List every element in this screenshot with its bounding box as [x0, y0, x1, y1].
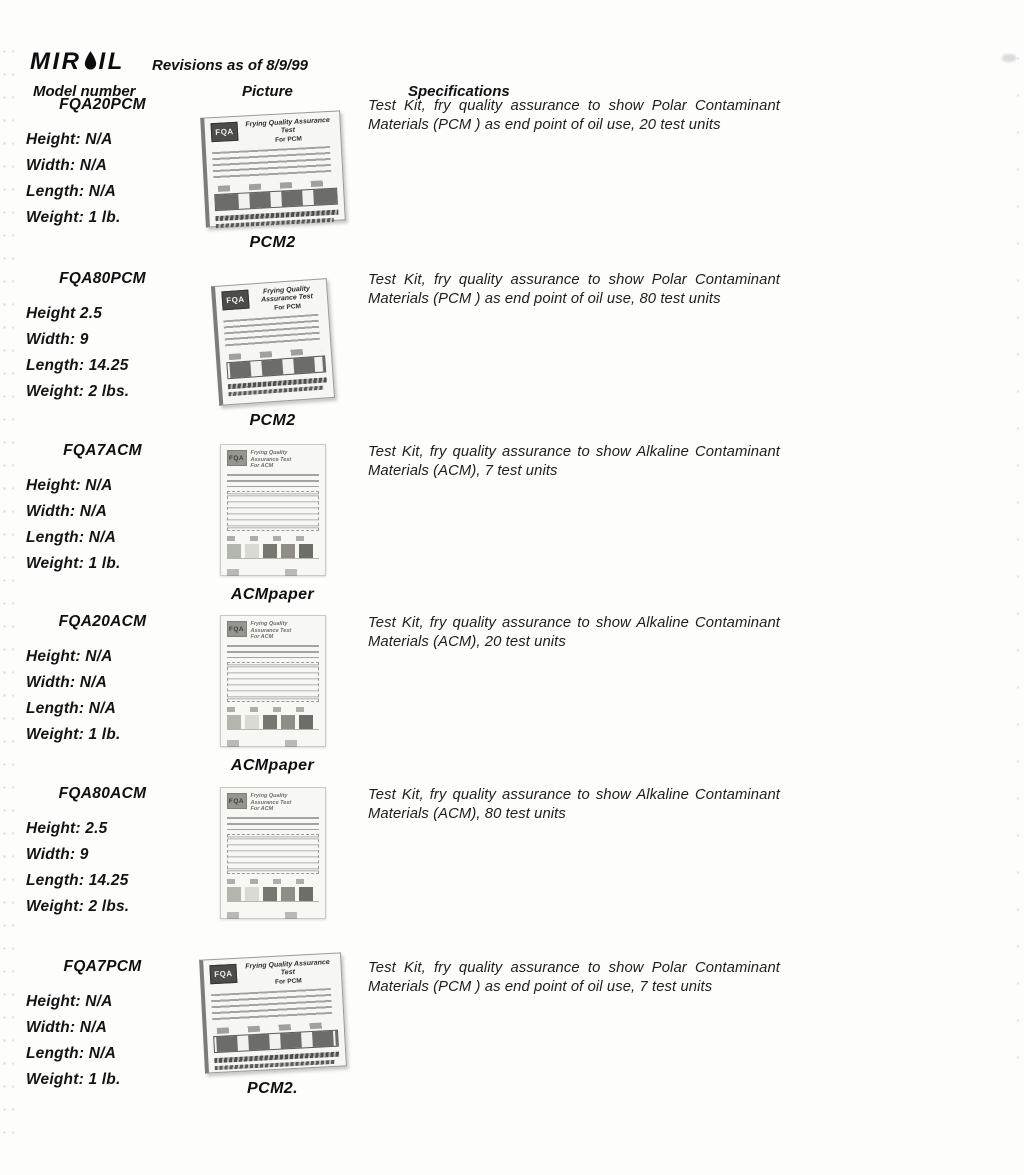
dimensions-list — [20, 473, 185, 577]
model-number: FQA7ACM — [63, 442, 142, 459]
model-cell — [20, 785, 185, 920]
specification-text: Test Kit, fry quality assurance to show Polar Contaminant Materials (PCM ) as end point of oil use, 20 test units — [368, 98, 780, 133]
picture-caption: ACMpaper — [230, 757, 315, 774]
dimensions-list — [20, 644, 185, 748]
logo-text-left: MIR — [30, 48, 82, 75]
dimensions-list — [20, 816, 185, 920]
product-row-fqa80pcm — [20, 270, 800, 430]
revisions-note: Revisions as of 8/9/99 — [152, 57, 308, 74]
dashed-instruction-box — [227, 834, 319, 874]
dimension-line: Width: 9 — [26, 846, 89, 863]
text-noise — [227, 645, 319, 658]
text-noise — [227, 817, 319, 830]
product-photo-acm-paper — [220, 787, 326, 919]
specification-text: Test Kit, fry quality assurance to show Alkaline Contaminant Materials (ACM), 80 test units — [368, 787, 780, 822]
dimension-line: Height: N/A — [26, 993, 113, 1010]
model-number: FQA80PCM — [59, 270, 146, 287]
fqa-badge: FQA — [227, 793, 247, 809]
product-row-fqa20pcm — [20, 96, 800, 252]
picture-cell — [185, 442, 360, 604]
dimension-line: Height: 2.5 — [26, 820, 108, 837]
fqa-badge: FQA — [227, 621, 247, 637]
scan-noise-right — [1014, 40, 1024, 1060]
color-comparison-strip — [214, 188, 338, 211]
dimension-line: Weight: 1 lb. — [26, 555, 121, 572]
card-bottom-band — [215, 210, 338, 228]
fqa-badge: FQA — [209, 964, 237, 984]
column-header-model: Model number — [33, 83, 136, 100]
kit-card-title: Frying Quality Assurance Test — [260, 285, 313, 304]
strip-labels-noise — [227, 879, 319, 884]
product-row-fqa80acm — [20, 785, 800, 920]
spec-cell — [360, 270, 800, 430]
dimension-line: Weight: 2 lbs. — [26, 898, 130, 915]
paper-title-line: For ACM — [250, 463, 274, 469]
text-noise — [212, 146, 331, 180]
paper-header — [227, 450, 319, 470]
product-row-fqa20acm — [20, 613, 800, 775]
strip-labels-noise — [227, 707, 319, 712]
column-header-specifications: Specifications — [408, 83, 510, 100]
dimension-line: Width: N/A — [26, 503, 108, 520]
kit-card-subtitle: For PCM — [273, 302, 301, 312]
dimension-line: Width: N/A — [26, 674, 108, 691]
dimension-line: Height: N/A — [26, 131, 113, 148]
specification-text: Test Kit, fry quality assurance to show Alkaline Contaminant Materials (ACM), 7 test units — [368, 444, 780, 479]
dimension-line: Width: N/A — [26, 1019, 108, 1036]
oil-drop-icon — [83, 50, 98, 71]
dimension-line: Length: 14.25 — [26, 357, 129, 374]
picture-caption: PCM2 — [249, 412, 296, 429]
product-photo-pcm-kit — [200, 110, 346, 227]
dimension-line: Length: 14.25 — [26, 872, 129, 889]
paper-title-line: For ACM — [250, 806, 274, 812]
dimension-line: Weight: 1 lb. — [26, 1071, 121, 1088]
model-cell — [20, 270, 185, 430]
product-row-fqa7pcm — [20, 958, 800, 1098]
specification-text: Test Kit, fry quality assurance to show Polar Contaminant Materials (PCM ) as end point of oil use, 80 test units — [368, 272, 780, 307]
kit-card-subtitle: For PCM — [274, 135, 302, 144]
spec-cell — [360, 442, 800, 604]
kit-card-title: Frying Quality Assurance Test — [244, 116, 330, 135]
kit-card-titles — [252, 285, 322, 314]
picture-caption: ACMpaper — [230, 586, 315, 603]
paper-footer-noise — [227, 912, 319, 919]
color-comparison-strip — [227, 887, 319, 902]
scan-noise-left — [0, 40, 14, 1140]
kit-card-header — [209, 959, 335, 990]
product-photo-acm-paper — [220, 444, 326, 576]
model-number: FQA20ACM — [58, 613, 147, 630]
logo-text-right: IL — [98, 48, 125, 75]
paper-header — [227, 793, 319, 813]
specification-text: Test Kit, fry quality assurance to show Polar Contaminant Materials (PCM ) as end point of oil use, 7 test units — [368, 960, 780, 995]
dimension-line: Height: N/A — [26, 477, 113, 494]
spec-cell — [360, 613, 800, 775]
kit-card-titles — [241, 117, 334, 146]
fqa-badge: FQA — [227, 450, 247, 466]
paper-titles — [251, 621, 319, 641]
model-number: FQA80ACM — [58, 785, 147, 802]
scan-smudge — [1002, 54, 1016, 62]
dimension-line: Weight: 1 lb. — [26, 209, 121, 226]
picture-cell — [185, 96, 360, 252]
column-header-picture: Picture — [242, 83, 293, 100]
dimensions-list — [20, 127, 185, 231]
product-photo-acm-paper — [220, 615, 326, 747]
paper-title-line: Assurance Test — [250, 799, 292, 806]
model-cell — [20, 442, 185, 604]
card-bottom-band — [227, 377, 327, 396]
fqa-badge: FQA — [210, 122, 238, 142]
kit-card-title: Frying Quality Assurance Test — [244, 958, 330, 977]
dimension-line: Height: N/A — [26, 648, 113, 665]
strip-labels-noise — [227, 536, 319, 541]
paper-title-line: Frying Quality — [250, 621, 288, 627]
dashed-instruction-box — [227, 491, 319, 531]
model-cell — [20, 958, 185, 1098]
picture-cell — [185, 958, 360, 1098]
color-comparison-strip — [227, 715, 319, 730]
dimensions-list — [20, 301, 185, 405]
dimension-line: Weight: 2 lbs. — [26, 383, 130, 400]
dimension-line: Length: N/A — [26, 1045, 117, 1062]
paper-title-line: For ACM — [250, 634, 274, 640]
spec-cell — [360, 96, 800, 252]
model-number: FQA7PCM — [63, 958, 142, 975]
kit-card-header — [210, 117, 334, 147]
specification-text: Test Kit, fry quality assurance to show Alkaline Contaminant Materials (ACM), 20 test units — [368, 615, 780, 650]
kit-card-titles — [240, 959, 335, 988]
color-comparison-strip — [227, 544, 319, 559]
paper-titles — [251, 450, 319, 470]
spec-cell — [360, 785, 800, 920]
text-noise — [223, 314, 320, 349]
text-noise — [227, 474, 319, 487]
picture-cell — [185, 270, 360, 430]
paper-title-line: Assurance Test — [250, 627, 292, 634]
miroil-logo — [30, 48, 125, 76]
dimension-line: Length: N/A — [26, 529, 117, 546]
kit-card-subtitle: For PCM — [274, 977, 302, 986]
paper-footer-noise — [227, 569, 319, 576]
picture-cell — [185, 613, 360, 775]
dimension-line: Width: 9 — [26, 331, 89, 348]
paper-title-line: Assurance Test — [250, 456, 292, 463]
dimensions-list — [20, 989, 185, 1093]
paper-title-line: Frying Quality — [250, 793, 288, 799]
product-row-fqa7acm — [20, 442, 800, 604]
product-photo-pcm-kit — [210, 278, 334, 406]
kit-card-header — [221, 285, 321, 316]
product-photo-pcm-kit — [199, 952, 347, 1073]
picture-caption: PCM2. — [247, 1080, 298, 1097]
paper-header — [227, 621, 319, 641]
model-number: FQA20PCM — [59, 96, 146, 113]
dimension-line: Length: N/A — [26, 700, 117, 717]
dimension-line: Height 2.5 — [26, 305, 103, 322]
paper-title-line: Frying Quality — [250, 450, 288, 456]
paper-footer-noise — [227, 740, 319, 747]
picture-caption: PCM2 — [249, 234, 296, 251]
card-bottom-band — [214, 1052, 339, 1071]
dimension-line: Width: N/A — [26, 157, 108, 174]
model-cell — [20, 96, 185, 252]
fqa-badge: FQA — [221, 290, 249, 311]
picture-cell — [185, 785, 360, 920]
paper-titles — [251, 793, 319, 813]
dimension-line: Weight: 1 lb. — [26, 726, 121, 743]
model-cell — [20, 613, 185, 775]
text-noise — [210, 988, 331, 1022]
dashed-instruction-box — [227, 662, 319, 702]
spec-cell — [360, 958, 800, 1098]
dimension-line: Length: N/A — [26, 183, 117, 200]
